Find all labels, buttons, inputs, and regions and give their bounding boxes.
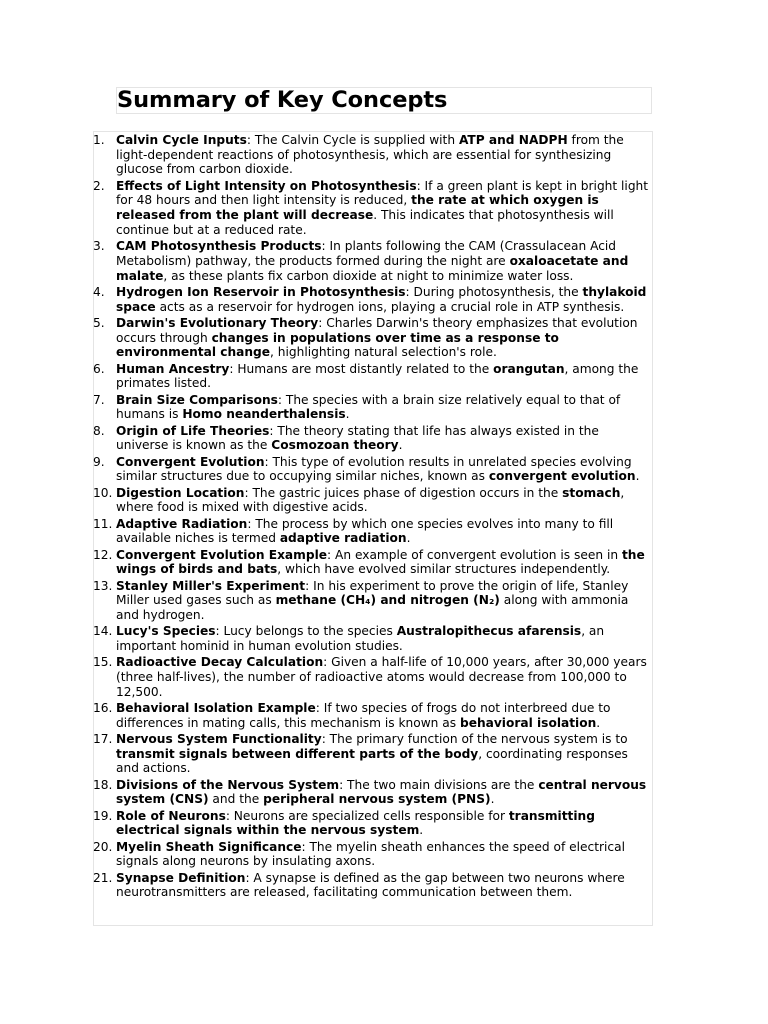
item-text: . [635,469,640,484]
concept-item [93,393,653,422]
concept-item [93,655,653,699]
item-text: : A synapse is defined as the gap between two neurons where neurotransmitters are released, facilitating communication between them. [116,870,625,900]
concept-item [93,455,653,484]
item-emphasis: thylakoid space [116,284,647,314]
item-text: , where food is mixed with digestive acids. [116,485,625,515]
concept-item [93,871,653,900]
item-emphasis: ATP and NADPH [458,133,568,147]
item-emphasis: behavioral isolation [459,715,597,730]
item-heading: Nervous System Functionality [116,731,322,746]
item-text: acts as a reservoir for hydrogen ions, playing a crucial role in ATP synthesis. [155,299,625,314]
item-heading: Convergent Evolution Example [116,547,328,562]
item-text: : The theory stating that life has always existed in the universe is known as the [116,423,599,453]
item-heading: Divisions of the Nervous System [116,777,340,792]
item-text: : Given a half-life of 10,000 years, after 30,000 years (three half-lives), the number of radioactive atoms would decrease from 100,000 to 12,500. [116,655,647,699]
item-text: : Lucy belongs to the species [215,624,397,639]
item-text: : The gastric juices phase of digestion occurs in the [244,485,563,500]
item-heading: Myelin Sheath Significance [116,839,302,854]
item-number: 9. [93,454,105,469]
item-emphasis: stomach [562,485,621,500]
concept-item [93,517,653,546]
item-number: 20. [93,839,113,854]
item-heading: Lucy's Species [116,624,216,639]
item-number: 18. [93,777,113,792]
item-emphasis: the wings of birds and bats [116,547,645,577]
item-heading: Digestion Location [116,485,245,500]
concept-item [93,579,653,623]
concept-item [93,424,653,453]
concept-item [93,133,653,177]
item-text: . This indicates that photosynthesis will continue but at a reduced rate. [116,208,614,237]
item-heading: CAM Photosynthesis Products [116,239,322,254]
concept-item [93,362,653,391]
item-emphasis: the rate at which oxygen is released from the plant will decrease [116,193,599,223]
item-heading: Darwin's Evolutionary Theory [116,315,319,330]
item-emphasis: Australopithecus afarensis [396,624,582,639]
concept-item [93,486,653,515]
item-number: 13. [93,578,113,593]
item-heading: Stanley Miller's Experiment [116,578,306,593]
item-text: : An example of convergent evolution is seen in [327,547,622,562]
item-text: and the [208,792,264,807]
item-heading: Synapse Definition [116,870,246,885]
item-number: 8. [93,423,105,438]
item-text: : Neurons are specialized cells responsible for [225,808,509,823]
item-text: . [345,407,350,422]
item-number: 17. [93,731,113,746]
page-title: Summary of Key Concepts [117,87,448,113]
item-heading: Adaptive Radiation [116,516,248,531]
item-text: : If a green plant is kept in bright light for 48 hours and then light intensity is reduced, [116,178,649,208]
item-emphasis: adaptive radiation [279,531,407,546]
item-text: . [406,531,411,546]
item-text: : This type of evolution results in unrelated species evolving similar structures due to occupying similar niches, known as [116,454,632,484]
item-text: . [596,715,601,730]
item-text: : The process by which one species evolves into many to fill available niches is termed [116,516,614,546]
item-emphasis: orangutan [493,361,565,376]
item-heading: Role of Neurons [116,808,226,823]
item-text: . [490,792,495,807]
item-text: : Humans are most distantly related to the [229,361,494,376]
item-text: : During photosynthesis, the [405,284,583,299]
item-text: : The myelin sheath enhances the speed of electrical signals along neurons by insulating axons. [116,839,625,869]
item-number: 6. [93,361,105,376]
item-number: 1. [93,133,105,147]
item-text: : Charles Darwin's theory emphasizes that evolution occurs through [116,315,638,345]
concept-item [93,840,653,869]
item-number: 21. [93,870,113,885]
item-text: : The species with a brain size relatively equal to that of humans is [116,392,621,422]
item-heading: Human Ancestry [116,361,230,376]
item-heading: Radioactive Decay Calculation [116,655,324,670]
item-text: , as these plants fix carbon dioxide at night to minimize water loss. [163,268,574,283]
concept-item [93,809,653,838]
item-number: 5. [93,315,105,330]
item-number: 11. [93,516,113,531]
item-emphasis: peripheral nervous system (PNS) [263,792,491,807]
item-number: 10. [93,485,113,500]
item-text: : If two species of frogs do not interbreed due to differences in mating calls, this mechanism is known as [116,700,611,730]
item-emphasis: oxaloacetate and malate [116,253,629,283]
item-emphasis: transmit signals between different parts of the body [116,746,479,761]
item-text: from the light-dependent reactions of photosynthesis, which are essential for synthesizing glucose from carbon dioxide. [116,133,624,177]
concept-item [93,732,653,776]
concept-item [93,778,653,807]
item-emphasis: methane (CH₄) and nitrogen (N₂) [275,593,500,608]
item-emphasis: Cosmozoan theory [271,438,399,453]
concept-list [93,133,653,902]
item-heading: Origin of Life Theories [116,423,270,438]
item-number: 4. [93,284,105,299]
item-heading: Brain Size Comparisons [116,392,278,407]
item-text: , highlighting natural selection's role. [270,345,497,360]
item-heading: Calvin Cycle Inputs [116,133,247,147]
concept-item [93,701,653,730]
item-number: 7. [93,392,105,407]
item-text: : The two main divisions are the [339,777,539,792]
item-heading: Effects of Light Intensity on Photosynthesis [116,178,417,193]
item-number: 3. [93,239,105,254]
item-number: 2. [93,178,105,193]
concept-item [93,239,653,283]
concept-item [93,179,653,238]
item-text: . [398,438,403,453]
item-emphasis: central nervous system (CNS) [116,777,647,807]
item-number: 16. [93,700,113,715]
concept-item [93,624,653,653]
item-text: : The Calvin Cycle is supplied with [246,133,459,147]
item-text: : In his experiment to prove the origin of life, Stanley Miller used gases such as [116,578,629,608]
item-heading: Hydrogen Ion Reservoir in Photosynthesis [116,284,406,299]
concept-item [93,285,653,314]
item-text: , among the primates listed. [116,361,639,391]
item-emphasis: convergent evolution [488,469,636,484]
item-emphasis: transmitting electrical signals within the nervous system [116,808,595,838]
item-heading: Convergent Evolution [116,454,265,469]
item-number: 19. [93,808,113,823]
item-text: , coordinating responses and actions. [116,746,628,776]
item-text: . [419,823,424,838]
concept-item [93,316,653,360]
item-number: 14. [93,624,113,639]
item-heading: Behavioral Isolation Example [116,700,316,715]
item-text: , which have evolved similar structures independently. [277,562,611,577]
item-text: : The primary function of the nervous system is to [321,731,628,746]
item-emphasis: changes in populations over time as a response to environmental change [116,330,559,360]
item-text: : In plants following the CAM (Crassulacean Acid Metabolism) pathway, the products formed during the night are [116,239,617,268]
item-text: , an important hominid in human evolution studies. [116,624,605,653]
item-emphasis: Homo neanderthalensis [182,407,346,422]
item-number: 15. [93,655,113,670]
concept-item [93,548,653,577]
item-number: 12. [93,547,113,562]
item-text: along with ammonia and hydrogen. [116,593,629,622]
